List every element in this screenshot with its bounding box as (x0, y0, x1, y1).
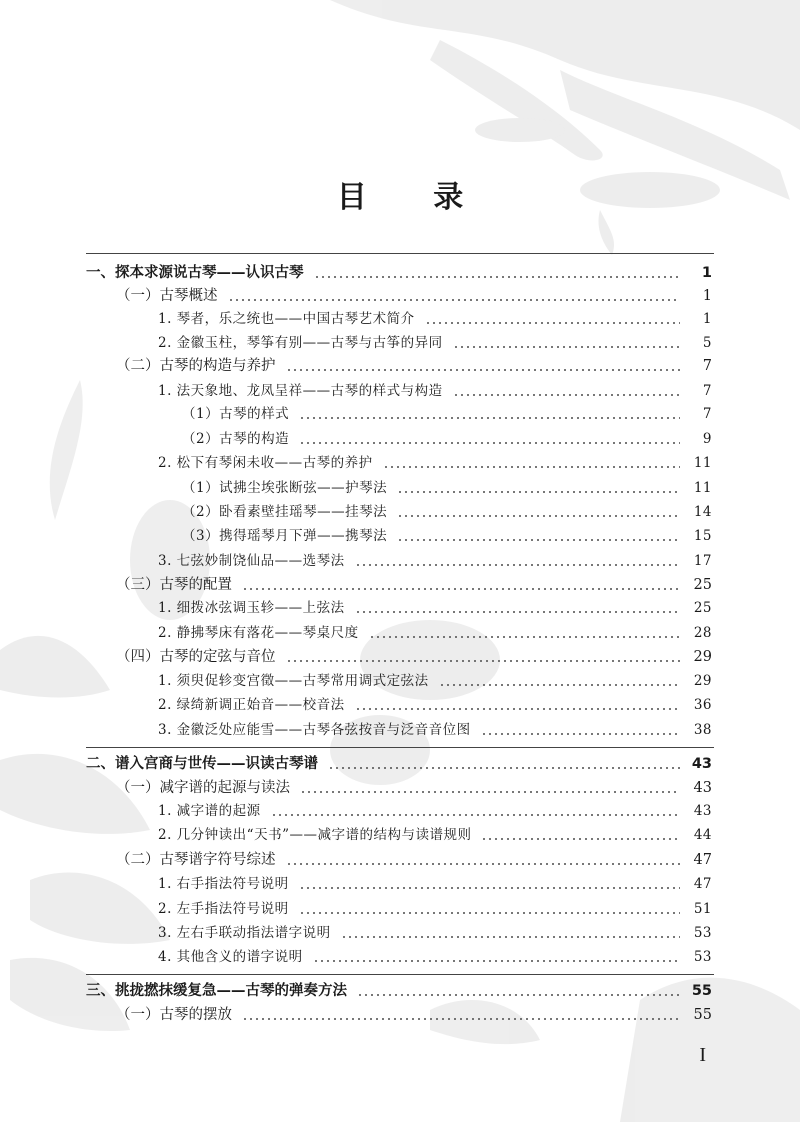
toc-entry-page-number: 55 (693, 1007, 712, 1023)
dot-leader (313, 960, 680, 962)
toc-entry-level-2[interactable] (116, 848, 712, 872)
toc-entry-page-number: 47 (693, 852, 712, 868)
toc-entry-level-2[interactable] (116, 776, 712, 800)
toc-entry-level-3[interactable] (158, 897, 712, 921)
dot-leader (228, 299, 681, 301)
section-rule (86, 747, 714, 748)
toc-entry-level-3[interactable] (158, 451, 712, 475)
toc-entry-page-number: 1 (702, 288, 712, 304)
dot-leader (397, 539, 680, 541)
toc-entry-page-number: 36 (693, 697, 712, 713)
toc-entry-level-3[interactable] (158, 799, 712, 823)
toc-entry-title: 一、探本求源说古琴——认识古琴 (86, 265, 304, 281)
toc-entry-page-number: 1 (702, 311, 712, 327)
toc-entry-title: （2）卧看素壁挂瑶琴——挂琴法 (182, 504, 388, 520)
toc-entry-title: （三）古琴的配置 (116, 577, 232, 593)
toc-entry-level-3[interactable] (158, 621, 712, 645)
toc-entry-title: 1. 法天象地、龙凤呈祥——古琴的样式与构造 (158, 383, 443, 399)
toc-entry-page-number: 9 (702, 431, 712, 447)
toc-entry-page-number: 38 (693, 722, 712, 738)
dot-leader (314, 276, 681, 278)
toc-entry-level-2[interactable] (116, 354, 712, 378)
toc-entry-level-3[interactable] (158, 379, 712, 403)
toc-entry-level-3[interactable] (158, 331, 712, 355)
dot-leader (425, 322, 680, 324)
toc-entry-title: 二、谱入宫商与世传——识读古琴谱 (86, 756, 318, 772)
toc-entry-level-4[interactable] (182, 476, 712, 500)
toc-entry-page-number: 53 (693, 949, 712, 965)
dot-leader (397, 491, 680, 493)
toc-entry-page-number: 17 (693, 553, 712, 569)
dot-leader (242, 588, 680, 590)
toc-entry-title: 2. 金徽玉柱，琴筝有别——古琴与古筝的异同 (158, 335, 443, 351)
toc-entry-level-3[interactable] (158, 549, 712, 573)
toc-entry-level-2[interactable] (116, 284, 712, 308)
toc-entry-page-number: 55 (691, 983, 712, 999)
toc-entry-page-number: 7 (702, 383, 712, 399)
toc-entry-title: （四）古琴的定弦与音位 (116, 649, 276, 665)
dot-leader (481, 733, 680, 735)
toc-entry-level-3[interactable] (158, 823, 712, 847)
dot-leader (355, 611, 680, 613)
toc-entry-page-number: 1 (701, 265, 712, 281)
dot-leader (328, 767, 680, 769)
dot-leader (369, 636, 680, 638)
dot-leader (286, 369, 681, 371)
toc-entry-title: （2）古琴的构造 (182, 431, 290, 447)
toc-entry-level-3[interactable] (158, 945, 712, 969)
toc-entry-page-number: 11 (693, 480, 712, 496)
toc-entry-title: （一）古琴的摆放 (116, 1007, 232, 1023)
dot-leader (299, 442, 680, 444)
toc-entry-level-2[interactable] (116, 573, 712, 597)
toc-entry-page-number: 25 (693, 577, 712, 593)
dot-leader (453, 394, 680, 396)
page-title: 目 录 (336, 180, 492, 215)
toc-entry-level-4[interactable] (182, 402, 712, 426)
toc-entry-level-3[interactable] (158, 693, 712, 717)
toc-entry-title: 3. 左右手联动指法谱字说明 (158, 925, 331, 941)
toc-entry-page-number: 25 (693, 600, 712, 616)
toc-entry-title: 2. 左手指法符号说明 (158, 901, 289, 917)
dot-leader (341, 936, 680, 938)
toc-entry-title: 4. 其他含义的谱字说明 (158, 949, 303, 965)
toc-entry-page-number: 7 (702, 406, 712, 422)
dot-leader (299, 912, 680, 914)
toc-entry-title: 1. 琴者，乐之统也——中国古琴艺术简介 (158, 311, 415, 327)
toc-entry-title: 3. 七弦妙制饶仙品——选琴法 (158, 553, 345, 569)
dot-leader (397, 515, 680, 517)
dot-leader (383, 466, 680, 468)
toc-entry-page-number: 14 (693, 504, 712, 520)
toc-entry-title: （一）古琴概述 (116, 288, 218, 304)
toc-entry-level-3[interactable] (158, 669, 712, 693)
toc-entry-page-number: 15 (693, 528, 712, 544)
toc-entry-title: （一）减字谱的起源与读法 (116, 780, 290, 796)
toc-entry-title: （3）携得瑶琴月下弹——携琴法 (182, 528, 388, 544)
toc-entry-level-2[interactable] (116, 1003, 712, 1027)
toc-entry-level-3[interactable] (158, 921, 712, 945)
dot-leader (286, 863, 681, 865)
toc-entry-level-4[interactable] (182, 524, 712, 548)
toc-entry-level-3[interactable] (158, 307, 712, 331)
toc-entry-level-1[interactable] (86, 979, 712, 1003)
toc-entry-page-number: 7 (702, 358, 712, 374)
toc-entry-title: 2. 松下有琴闲未收——古琴的养护 (158, 455, 373, 471)
dot-leader (271, 814, 680, 816)
toc-entry-level-3[interactable] (158, 718, 712, 742)
folio-page-number: I (699, 1044, 706, 1066)
toc-entry-title: 1. 右手指法符号说明 (158, 876, 289, 892)
toc-entry-page-number: 43 (693, 780, 712, 796)
toc-entry-level-2[interactable] (116, 645, 712, 669)
dot-leader (299, 417, 680, 419)
dot-leader (357, 994, 680, 996)
toc-entry-title: （二）古琴的构造与养护 (116, 358, 276, 374)
toc-entry-level-1[interactable] (86, 752, 712, 776)
toc-entry-page-number: 44 (693, 827, 712, 843)
dot-leader (300, 791, 680, 793)
dot-leader (481, 838, 680, 840)
toc-entry-title: 三、挑拢撚抹缓复急——古琴的弹奏方法 (86, 983, 347, 999)
toc-entry-page-number: 11 (693, 455, 712, 471)
toc-entry-title: 3. 金徽泛处应能雪——古琴各弦按音与泛音音位图 (158, 722, 471, 738)
dot-leader (355, 564, 680, 566)
dot-leader (355, 708, 680, 710)
dot-leader (242, 1018, 680, 1020)
toc-entry-page-number: 43 (693, 803, 712, 819)
toc-entry-title: 1. 减字谱的起源 (158, 803, 261, 819)
toc-entry-level-4[interactable] (182, 427, 712, 451)
toc-entry-title: 2. 绿绮新调正始音——校音法 (158, 697, 345, 713)
toc-entry-page-number: 29 (693, 673, 712, 689)
dot-leader (286, 660, 681, 662)
toc-entry-level-1[interactable] (86, 261, 712, 285)
dot-leader (453, 346, 680, 348)
toc-entry-level-3[interactable] (158, 872, 712, 896)
toc-entry-page-number: 43 (691, 756, 712, 772)
toc-entry-level-3[interactable] (158, 596, 712, 620)
toc-entry-page-number: 53 (693, 925, 712, 941)
toc-entry-page-number: 29 (693, 649, 712, 665)
dot-leader (439, 684, 680, 686)
toc-entry-title: 2. 几分钟读出“天书”——减字谱的结构与读谱规则 (158, 827, 472, 843)
toc-entry-title: 1. 细拨冰弦调玉轸——上弦法 (158, 600, 345, 616)
toc-entry-title: 1. 须臾促轸变宫徵——古琴常用调式定弦法 (158, 673, 429, 689)
toc-entry-page-number: 51 (693, 901, 712, 917)
toc-entry-title: 2. 静拂琴床有落花——琴桌尺度 (158, 625, 359, 641)
toc-entry-title: （1）试拂尘埃张断弦——护琴法 (182, 480, 388, 496)
section-rule (86, 974, 714, 975)
toc-entry-page-number: 47 (693, 876, 712, 892)
toc-entry-page-number: 5 (702, 335, 712, 351)
toc-entry-title: （1）古琴的样式 (182, 406, 290, 422)
dot-leader (299, 887, 680, 889)
toc-entry-level-4[interactable] (182, 500, 712, 524)
toc-entry-title: （二）古琴谱字符号综述 (116, 852, 276, 868)
toc-entry-page-number: 28 (693, 625, 712, 641)
